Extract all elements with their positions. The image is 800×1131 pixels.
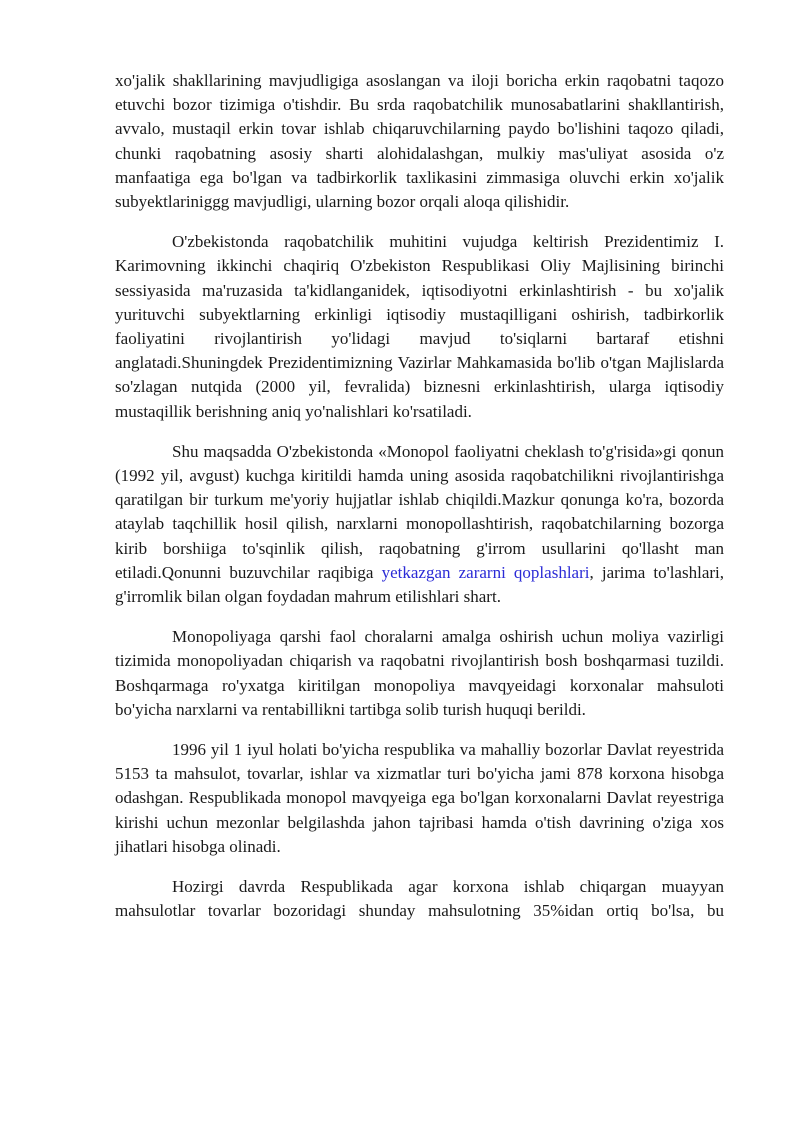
document-page — [115, 69, 724, 940]
paragraph-3-text-before: Shu maqsadda O'zbekistonda «Monopol faoliyatni cheklash to'g'risida»gi qonun (1992 yil, avgust) kuchga kiritildi hamda uning asosida raqobatchilikni rivojlantirishga qaratilgan bir turkum me'yoriy hujjatlar ishlab chiqildi.Mazkur qonunga ko'ra, bozorda ataylab taqchillik hosil qilish, narxlarni monopollashtirish, raqobatchilarning bozorga kirib borshiiga to'sqinlik qilish, raqobatning g'irrom usullarini qo'llasht man etiladi.Qonunni buzuvchilar raqibiga — [115, 441, 724, 582]
paragraph-6: Hozirgi davrda Respublikada agar korxona ishlab chiqargan muayyan mahsulotlar tovarlar bozoridagi shunday mahsulotning 35%idan ortiq bo'lsa, bu — [115, 877, 724, 921]
paragraph-5: 1996 yil 1 iyul holati bo'yicha respublika va mahalliy bozorlar Davlat reyestrida 5153 ta mahsulot, tovarlar, ishlar va xizmatlar turi bo'yicha jami 878 korxona hisobga odashgan. Respublikada monopol mavqyeiga ega bo'lgan korxonalarni Davlat reyestriga kirishi uchun mezonlar belgilashda jahon tajribasi hamda o'tish davrining o'ziga xos jihatlari hisobga olinadi. — [115, 740, 724, 856]
paragraph-3-text-after: , jarima to'lashlari, g'irromlik bilan olgan foydadan mahrum etilishlari shart. — [115, 562, 724, 607]
paragraph-4: Monopoliyaga qarshi faol choralarni amalga oshirish uchun moliya vazirligi tizimida monopoliyadan chiqarish va raqobatni rivojlantirish bosh boshqarmasi tuzildi. Boshqarmaga ro'yxatga kiritilgan monopoliya mavqyeidagi korxonalar mahsuloti bo'yicha narxlarni va rentabillikni tartibga solib turish huquqi berildi. — [115, 627, 724, 719]
paragraph-1: xo'jalik shakllarining mavjudligiga asoslangan va iloji boricha erkin raqobatni taqozo etuvchi bozor tizimiga o'tishdir. Bu srda raqobatchilik munosabatlarini shakllantirish, avvalo, mustaqil erkin tovar ishlab chiqaruvchilarning paydo bo'lishini taqozo qiladi, chunki raqobatning asosiy sharti alohidalashgan, mulkiy mas'uliyat asosida o'z manfaatiga ega bo'lgan va tadbirkorlik taxlikasini zimmasiga oluvchi erkin xo'jalik subyektlariniggg mavjudligi, ularning bozor orqali aloqa qilishidir. — [115, 71, 724, 212]
hyperlink[interactable]: yetkazgan zararni qoplashlari — [381, 562, 590, 582]
paragraph-3 — [115, 440, 724, 609]
paragraph-2: O'zbekistonda raqobatchilik muhitini vujudga keltirish Prezidentimiz I. Karimovning ikkinchi chaqiriq O'zbekiston Respublikasi Oliy Majlisining birinchi sessiyasida ma'ruzasida ta'kidlanganidek, iqtisodiyotni erkinlashtirish - bu xo'jalik yurituvchi subyektlarning erkinligi iqtisodiy mustaqilligani oshirish, tadbirkorlik faoliyatini rivojlantirish yo'lidagi mavjud to'siqlarni bartaraf etishni anglatadi.Shuningdek Prezidentimizning Vazirlar Mahkamasida bo'lib o'tgan Majlislarda so'zlagan nutqida (2000 yil, fevralida) biznesni erkinlashtirish, ularga iqtisodiy mustaqillik berishning aniq yo'nalishlari ko'rsatiladi. — [115, 232, 724, 421]
